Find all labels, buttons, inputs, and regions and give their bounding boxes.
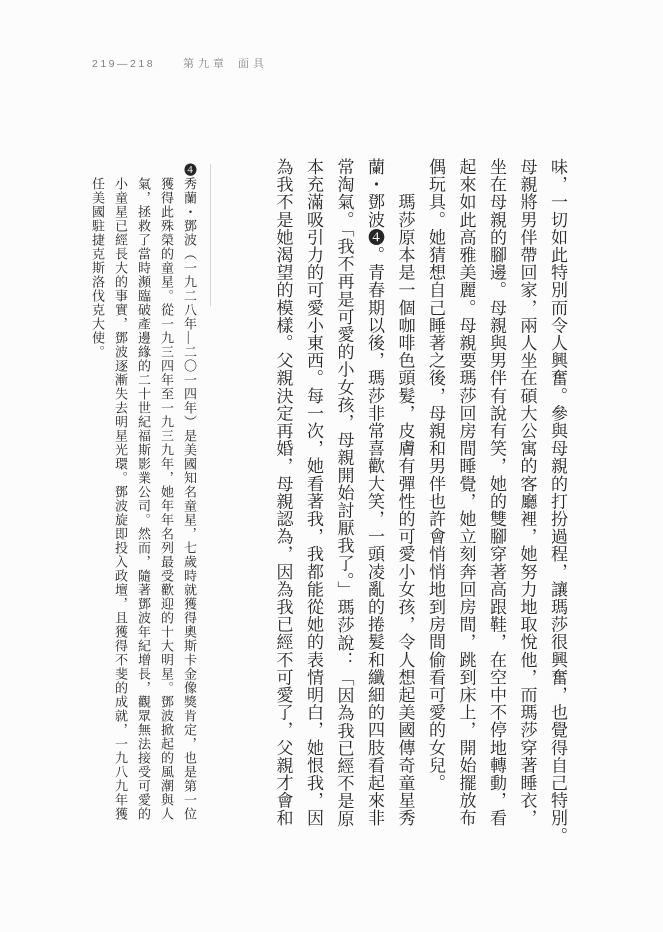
text-column: 常淘氣。「我不再是可愛的小女孩，母親開始討厭我了。」瑪莎說：「因為我已經不是原 xyxy=(334,158,354,828)
text-column: 本充滿吸引力的可愛小東西。每一次，她看著我，我都能從她的表情明白，她恨我，因 xyxy=(304,158,323,827)
footnote-column: 小童星已經長大的事實，鄧波逐漸失去明星光環。鄧波旋即投入政壇，且獲得不斐的成就，一九八九年獲 xyxy=(113,177,128,821)
running-header xyxy=(92,57,268,71)
footnote-column-with-marker: ❹秀蘭・鄧波（一九二八年—二〇一四年）是美國知名童星，七歲時就獲得奧斯卡金像獎肯定，也是第一位 xyxy=(182,163,197,821)
footnote-block xyxy=(86,163,201,853)
text-column-with-footnote-ref: 蘭・鄧波❹。青春期以後，瑪莎非常喜歡大笑，一頭凌亂的捲髮和纖細的四肢看起來非 xyxy=(365,158,384,827)
text-column: 坐在母親的腳邊。母親與男伴有說有笑，她的雙腳穿著高跟鞋，在空中不停地轉動，看 xyxy=(487,158,506,827)
page-numbers: 219—218 xyxy=(92,58,156,70)
text-column: 為我不是她渴望的模樣。父親決定再婚，母親認為，因為我已經不可愛了，父親才會和 xyxy=(273,158,293,827)
chapter-number: 第九章 xyxy=(183,58,229,70)
chapter-title: 面具 xyxy=(238,58,269,70)
text-column: 起來如此高雅美麗。母親要瑪莎回房間睡覺，她立刻奔回房間，跳到床上，開始擺放布 xyxy=(456,158,476,827)
footnote-column: 任美國駐捷克斯洛伐克大使。 xyxy=(90,177,105,359)
body-text-block xyxy=(267,158,572,850)
text-column: 母親將男伴帶回家，兩人坐在碩大公寓的客廳裡，她努力地取悅他，而瑪莎穿著睡衣， xyxy=(517,158,537,827)
text-column: 味，一切如此特別而令人興奮。參與母親的打扮過程，讓瑪莎很興奮，也覺得自己特別。 xyxy=(548,158,567,845)
footnote-column: 氣，拯救了當時瀕臨破產邊緣的二十世紀福斯影業公司。然而，隨著鄧波年紀增長，觀眾無法接受可愛的 xyxy=(136,177,151,821)
footnote-column: 獲得此殊榮的童星。從一九三四年至一九三九年，她年年名列最受歡迎的十大明星。鄧波掀起的風潮與人 xyxy=(159,177,174,821)
text-column: 偶玩具。她猜想自己睡著之後，母親和男伴也許會悄悄地到房間偷看可愛的女兒。 xyxy=(426,158,445,792)
footnote-separator-rule xyxy=(210,164,211,306)
text-column-paragraph-start: 瑪莎原本是一個咖啡色頭髮，皮膚有彈性的可愛小女孩，令人想起美國傳奇童星秀 xyxy=(395,158,415,827)
